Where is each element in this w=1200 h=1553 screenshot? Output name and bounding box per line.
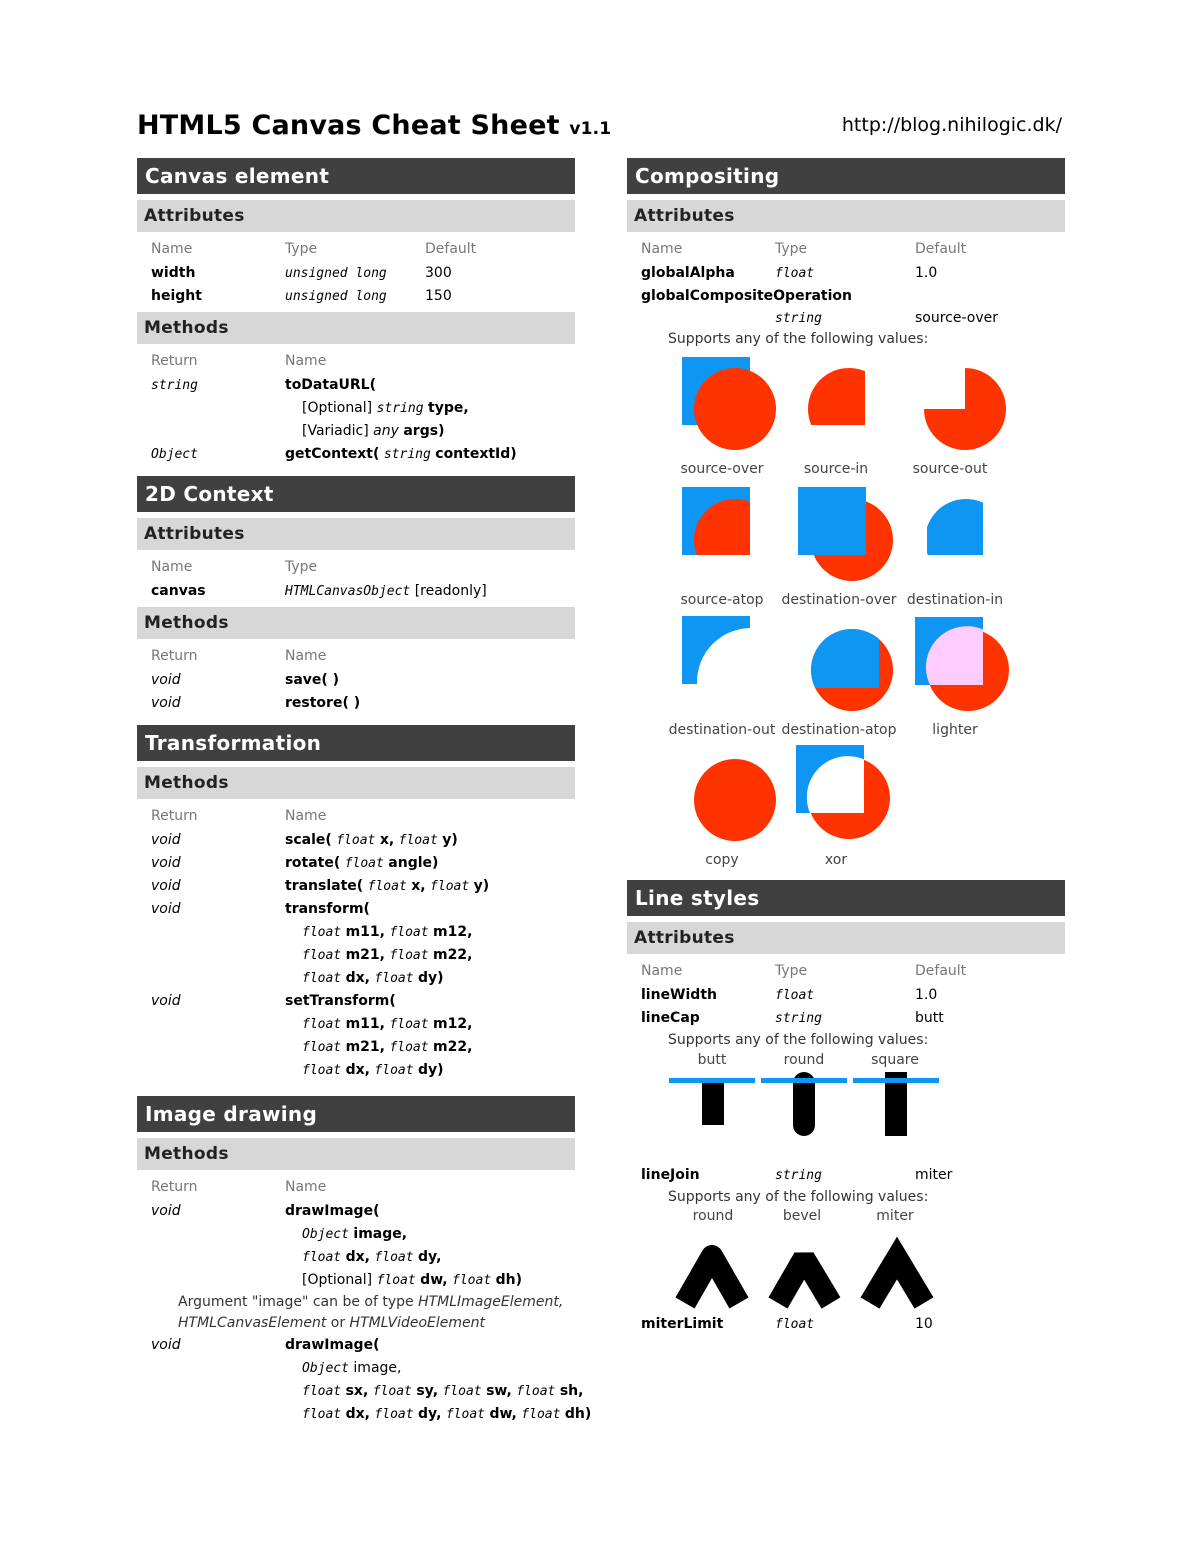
method-signature bbox=[285, 875, 489, 898]
supports-note: Supports any of the following values: bbox=[668, 1189, 929, 1205]
dest-square bbox=[798, 487, 866, 555]
source-circle bbox=[694, 368, 776, 450]
arg-name: sh, bbox=[559, 1383, 584, 1399]
note-type: HTMLImageElement, bbox=[418, 1294, 564, 1310]
table-header bbox=[137, 805, 575, 829]
join-bevel-shape bbox=[778, 1258, 831, 1303]
line-cap-figure bbox=[627, 1051, 1065, 1164]
image-methods-table bbox=[137, 1176, 592, 1426]
method-args bbox=[302, 1036, 472, 1059]
arg-name: y) bbox=[473, 878, 490, 894]
note-type: HTMLVideoElement bbox=[349, 1315, 485, 1331]
arg-type: float bbox=[374, 1250, 414, 1265]
arg-type: float bbox=[376, 1273, 416, 1288]
subsection-methods: Methods bbox=[137, 767, 575, 799]
subsection-methods: Methods bbox=[137, 607, 575, 639]
return-type: void bbox=[151, 695, 181, 711]
mode-label: source-out bbox=[912, 461, 988, 477]
mode-destination-atop bbox=[811, 629, 893, 711]
table-header bbox=[627, 960, 1065, 984]
mode-label: copy bbox=[705, 852, 739, 868]
attr-default: source-over bbox=[915, 310, 999, 326]
source-out-shape bbox=[924, 368, 1006, 450]
method-name: translate( bbox=[285, 878, 364, 894]
subsection-attributes: Attributes bbox=[137, 200, 575, 232]
mode-label: xor bbox=[824, 852, 848, 868]
mode-lighter bbox=[915, 617, 1009, 711]
arg-name: m12, bbox=[433, 924, 473, 940]
arg-type: string bbox=[376, 401, 424, 416]
arg-name: dy, bbox=[418, 1406, 442, 1422]
arg-type: float bbox=[516, 1384, 556, 1399]
table-row bbox=[137, 285, 575, 308]
col-name: Name bbox=[285, 1179, 327, 1195]
line-join-figure bbox=[627, 1208, 1065, 1313]
mode-source-in bbox=[797, 357, 865, 425]
arg-name: m22, bbox=[433, 1039, 473, 1055]
method-name: rotate( bbox=[285, 855, 341, 871]
canvas-methods-table bbox=[137, 350, 575, 466]
table-row bbox=[137, 443, 575, 466]
attr-name: miterLimit bbox=[641, 1316, 724, 1332]
mode-source-atop bbox=[682, 487, 776, 581]
mode-label: source-atop bbox=[680, 592, 764, 608]
cap-square bbox=[853, 1072, 939, 1136]
table-header bbox=[137, 645, 575, 669]
arg-type: float bbox=[398, 833, 438, 848]
arg-type: float bbox=[344, 856, 384, 871]
join-label: miter bbox=[876, 1208, 914, 1224]
variadic-tag: [Variadic] bbox=[302, 423, 369, 439]
method-args bbox=[302, 944, 472, 967]
section-line-styles: Line styles bbox=[627, 880, 1065, 916]
return-type: void bbox=[151, 878, 181, 894]
method-name: getContext( bbox=[285, 446, 380, 462]
attr-name: width bbox=[151, 265, 196, 281]
mode-source-out bbox=[924, 368, 1006, 450]
arg-name: image, bbox=[353, 1360, 402, 1376]
table-row bbox=[137, 262, 575, 285]
arg-name: dx, bbox=[345, 1406, 370, 1422]
context-attributes-table bbox=[137, 556, 575, 603]
arg-type: float bbox=[442, 1384, 482, 1399]
version-label: v1.1 bbox=[569, 119, 612, 139]
table-row bbox=[137, 1200, 575, 1223]
table-row bbox=[137, 967, 575, 990]
table-row bbox=[137, 669, 575, 692]
attr-type: string bbox=[775, 1168, 822, 1183]
col-name: Name bbox=[641, 241, 683, 257]
arg-type: float bbox=[389, 948, 429, 963]
arg-type: float bbox=[302, 1017, 342, 1032]
table-row bbox=[137, 1357, 575, 1380]
method-args bbox=[302, 1059, 444, 1082]
table-row bbox=[137, 852, 575, 875]
arg-type: float bbox=[302, 1250, 342, 1265]
attr-type: string bbox=[775, 311, 822, 326]
arg-name: sy, bbox=[416, 1383, 439, 1399]
table-row bbox=[137, 580, 575, 603]
optional-tag: [Optional] bbox=[302, 400, 373, 416]
attr-type: unsigned long bbox=[285, 289, 387, 304]
arg-name: m21, bbox=[345, 1039, 385, 1055]
subsection-attributes: Attributes bbox=[627, 200, 1065, 232]
arg-type: float bbox=[452, 1273, 492, 1288]
compositing-figure bbox=[627, 350, 1065, 880]
table-row bbox=[627, 984, 1065, 1007]
table-row bbox=[137, 397, 575, 420]
attr-type: float bbox=[775, 988, 815, 1003]
mode-label: destination-over bbox=[781, 592, 897, 608]
return-type: string bbox=[151, 378, 198, 393]
image-type-note bbox=[137, 1313, 575, 1334]
col-return: Return bbox=[151, 1179, 198, 1195]
table-row bbox=[137, 1403, 592, 1426]
method-name: scale( bbox=[285, 832, 332, 848]
compositing-attributes-table bbox=[627, 238, 1065, 350]
arg-type: float bbox=[302, 1040, 342, 1055]
method-arg bbox=[302, 397, 469, 420]
arg-name: dh) bbox=[495, 1272, 522, 1288]
method-args bbox=[302, 1223, 407, 1246]
context-methods-table bbox=[137, 645, 575, 715]
arg-name: type, bbox=[428, 400, 469, 416]
arg-name: angle) bbox=[388, 855, 439, 871]
arg-name: dx, bbox=[345, 1062, 370, 1078]
arg-type: float bbox=[389, 1040, 429, 1055]
attr-name: globalAlpha bbox=[641, 265, 735, 281]
table-row bbox=[137, 1246, 575, 1269]
arg-type: Object bbox=[302, 1361, 349, 1376]
arg-name: m12, bbox=[433, 1016, 473, 1032]
section-image-drawing: Image drawing bbox=[137, 1096, 575, 1132]
arg-name: y) bbox=[442, 832, 458, 848]
method-args bbox=[302, 1403, 591, 1426]
arg-name: contextId) bbox=[435, 446, 517, 462]
arg-type: float bbox=[430, 879, 470, 894]
section-2d-context: 2D Context bbox=[137, 476, 575, 512]
subsection-methods: Methods bbox=[137, 1138, 575, 1170]
table-row bbox=[137, 898, 575, 921]
attr-name: height bbox=[151, 288, 202, 304]
attr-type: float bbox=[775, 266, 815, 281]
attr-default: 1.0 bbox=[915, 987, 938, 1003]
table-row bbox=[627, 285, 1065, 308]
method-args bbox=[302, 1357, 401, 1380]
arg-type: float bbox=[302, 1407, 342, 1422]
method-name: drawImage( bbox=[285, 1337, 380, 1353]
col-type: Type bbox=[775, 241, 808, 257]
attr-name: lineWidth bbox=[641, 987, 717, 1003]
cap-label: butt bbox=[697, 1052, 727, 1068]
table-row bbox=[627, 1007, 1065, 1030]
table-row bbox=[627, 1313, 1065, 1336]
col-return: Return bbox=[151, 648, 198, 664]
guide-line bbox=[853, 1078, 939, 1083]
method-args bbox=[302, 967, 444, 990]
attr-default: 1.0 bbox=[915, 265, 938, 281]
arg-name: m11, bbox=[345, 1016, 385, 1032]
col-return: Return bbox=[151, 808, 198, 824]
join-label: bevel bbox=[782, 1208, 822, 1224]
arg-name: image, bbox=[353, 1226, 408, 1242]
arg-type: float bbox=[389, 1017, 429, 1032]
table-row bbox=[627, 308, 1065, 329]
attr-name: canvas bbox=[151, 583, 206, 599]
mode-label: destination-atop bbox=[781, 722, 897, 738]
arg-name: args) bbox=[403, 423, 445, 439]
line-join-table bbox=[627, 1164, 1065, 1208]
arg-type: float bbox=[372, 1384, 412, 1399]
method-args bbox=[302, 1269, 522, 1292]
subsection-attributes: Attributes bbox=[137, 518, 575, 550]
arg-type: float bbox=[302, 1063, 342, 1078]
table-row bbox=[627, 1164, 1065, 1187]
table-row bbox=[137, 374, 575, 397]
readonly-tag: [readonly] bbox=[414, 583, 487, 599]
col-name: Name bbox=[151, 241, 193, 257]
attr-name: globalCompositeOperation bbox=[641, 288, 852, 304]
col-default: Default bbox=[425, 241, 477, 257]
arg-name: dy) bbox=[418, 970, 444, 986]
arg-type: any bbox=[373, 423, 399, 439]
arg-type: Object bbox=[302, 1227, 349, 1242]
arg-type: float bbox=[374, 1063, 414, 1078]
table-row bbox=[137, 1380, 584, 1403]
attr-default: 10 bbox=[915, 1316, 933, 1332]
cap-butt-line bbox=[702, 1083, 724, 1125]
col-name: Name bbox=[285, 648, 327, 664]
arg-type: float bbox=[374, 1407, 414, 1422]
return-type: void bbox=[151, 672, 181, 688]
attr-name: lineJoin bbox=[641, 1167, 700, 1183]
cap-label: square bbox=[871, 1052, 919, 1068]
method-args bbox=[302, 1013, 472, 1036]
return-type: void bbox=[151, 1203, 181, 1219]
arg-type: float bbox=[336, 833, 376, 848]
arg-name: x, bbox=[379, 832, 395, 848]
attr-name: lineCap bbox=[641, 1010, 700, 1026]
method-name: toDataURL( bbox=[285, 377, 376, 393]
method-name: drawImage( bbox=[285, 1203, 380, 1219]
left-column bbox=[137, 158, 592, 1426]
method-signature bbox=[285, 852, 438, 875]
arg-type: float bbox=[374, 971, 414, 986]
table-row bbox=[137, 692, 575, 715]
table-row bbox=[137, 1059, 575, 1082]
guide-line bbox=[761, 1078, 847, 1083]
mode-copy bbox=[694, 759, 776, 841]
arg-type: float bbox=[302, 925, 342, 940]
arg-name: sw, bbox=[486, 1383, 512, 1399]
mode-xor bbox=[796, 745, 890, 839]
col-return: Return bbox=[151, 353, 198, 369]
guide-line bbox=[669, 1078, 755, 1083]
table-row bbox=[137, 1223, 575, 1246]
image-type-note bbox=[137, 1292, 575, 1313]
table-header bbox=[137, 238, 575, 262]
site-url[interactable]: http://blog.nihilogic.dk/ bbox=[841, 114, 1062, 136]
method-signature bbox=[285, 829, 458, 852]
dest-out-shape bbox=[682, 616, 750, 684]
dest-in-shape bbox=[927, 499, 983, 555]
mode-source-over bbox=[682, 357, 776, 450]
table-row bbox=[137, 1334, 575, 1357]
note-text: or bbox=[330, 1315, 346, 1331]
note-type: HTMLCanvasElement bbox=[178, 1315, 327, 1331]
table-header bbox=[137, 350, 575, 374]
method-arg bbox=[302, 420, 444, 443]
page-title bbox=[137, 110, 611, 141]
table-row bbox=[137, 990, 575, 1013]
mode-label: lighter bbox=[932, 722, 978, 738]
mode-destination-in bbox=[927, 499, 983, 555]
section-transformation: Transformation bbox=[137, 725, 575, 761]
col-name: Name bbox=[285, 808, 327, 824]
arg-name: dx, bbox=[345, 970, 370, 986]
line-styles-table bbox=[627, 960, 1065, 1051]
table-row bbox=[137, 1036, 575, 1059]
arg-name: sx, bbox=[345, 1383, 369, 1399]
cap-butt bbox=[669, 1078, 755, 1125]
method-args bbox=[302, 1380, 583, 1403]
attr-type: string bbox=[775, 1011, 822, 1026]
method-name: setTransform( bbox=[285, 993, 396, 1009]
attr-default: 300 bbox=[425, 265, 452, 281]
transformation-methods-table bbox=[137, 805, 575, 1082]
supports-note: Supports any of the following values: bbox=[668, 1032, 929, 1048]
cap-round bbox=[761, 1072, 847, 1136]
attr-default: 150 bbox=[425, 288, 452, 304]
table-row bbox=[627, 262, 1065, 285]
arg-name: dx, bbox=[345, 1249, 370, 1265]
mode-label: destination-in bbox=[906, 592, 1004, 608]
mode-destination-over bbox=[798, 487, 893, 581]
cap-label: round bbox=[783, 1052, 825, 1068]
miter-limit-table bbox=[627, 1313, 1065, 1336]
subsection-methods: Methods bbox=[137, 312, 575, 344]
attr-default: miter bbox=[915, 1167, 953, 1183]
arg-name: dw, bbox=[489, 1406, 517, 1422]
mode-label: source-over bbox=[680, 461, 764, 477]
table-row bbox=[137, 1013, 575, 1036]
method-args bbox=[302, 921, 472, 944]
arg-type: float bbox=[367, 879, 407, 894]
table-header bbox=[137, 1176, 575, 1200]
table-row bbox=[137, 420, 575, 443]
source-in-shape bbox=[797, 357, 865, 425]
col-name: Name bbox=[285, 353, 327, 369]
right-column bbox=[627, 158, 1065, 1336]
mode-destination-out bbox=[682, 616, 750, 684]
source-circle bbox=[694, 759, 776, 841]
table-row bbox=[137, 1269, 575, 1292]
canvas-attributes-table bbox=[137, 238, 575, 308]
supports-note: Supports any of the following values: bbox=[668, 331, 929, 347]
arg-name: dy, bbox=[418, 1249, 442, 1265]
table-header bbox=[627, 238, 1065, 262]
arg-name: m11, bbox=[345, 924, 385, 940]
return-type: void bbox=[151, 855, 181, 871]
arg-type: float bbox=[302, 948, 342, 963]
table-row bbox=[137, 829, 575, 852]
return-type: void bbox=[151, 993, 181, 1009]
arg-name: dh) bbox=[564, 1406, 592, 1422]
table-row bbox=[137, 921, 575, 944]
subsection-attributes: Attributes bbox=[627, 922, 1065, 954]
optional-tag: [Optional] bbox=[302, 1272, 373, 1288]
attr-type bbox=[285, 580, 487, 603]
col-name: Name bbox=[641, 963, 683, 979]
compositing-diagram bbox=[627, 350, 1065, 880]
col-type: Type bbox=[285, 241, 318, 257]
mode-label: destination-out bbox=[668, 722, 776, 738]
table-row bbox=[137, 944, 575, 967]
section-compositing: Compositing bbox=[627, 158, 1065, 194]
method-name: restore( ) bbox=[285, 695, 361, 711]
col-default: Default bbox=[915, 241, 967, 257]
attr-default: butt bbox=[915, 1010, 944, 1026]
col-type: Type bbox=[775, 963, 808, 979]
join-label: round bbox=[692, 1208, 734, 1224]
arg-type: float bbox=[521, 1407, 561, 1422]
arg-type: float bbox=[389, 925, 429, 940]
arg-name: dw, bbox=[420, 1272, 448, 1288]
arg-type: string bbox=[383, 447, 431, 462]
arg-type: float bbox=[445, 1407, 485, 1422]
return-type: void bbox=[151, 901, 181, 917]
arg-name: m22, bbox=[433, 947, 473, 963]
arg-type: float bbox=[302, 971, 342, 986]
arg-type: float bbox=[302, 1384, 342, 1399]
col-default: Default bbox=[915, 963, 967, 979]
table-row bbox=[137, 875, 575, 898]
source-circle bbox=[694, 499, 776, 581]
mode-label: source-in bbox=[803, 461, 869, 477]
arg-name: m21, bbox=[345, 947, 385, 963]
method-name: transform( bbox=[285, 901, 370, 917]
join-miter-shape bbox=[870, 1258, 924, 1303]
method-args bbox=[302, 1246, 441, 1269]
col-type: Type bbox=[285, 559, 318, 575]
col-name: Name bbox=[151, 559, 193, 575]
join-round-shape bbox=[685, 1256, 739, 1303]
title-text: HTML5 Canvas Cheat Sheet bbox=[137, 110, 560, 141]
type-name: HTMLCanvasObject bbox=[285, 584, 411, 599]
attr-type: unsigned long bbox=[285, 266, 387, 281]
section-canvas-element: Canvas element bbox=[137, 158, 575, 194]
method-name: save( ) bbox=[285, 672, 340, 688]
table-header bbox=[137, 556, 575, 580]
return-type: Object bbox=[151, 447, 198, 462]
method-signature bbox=[285, 443, 517, 466]
arg-name: dy) bbox=[418, 1062, 444, 1078]
note-text: Argument "image" can be of type bbox=[178, 1294, 414, 1310]
arg-name: x, bbox=[411, 878, 426, 894]
attr-type: float bbox=[775, 1317, 815, 1332]
return-type: void bbox=[151, 1337, 181, 1353]
return-type: void bbox=[151, 832, 181, 848]
